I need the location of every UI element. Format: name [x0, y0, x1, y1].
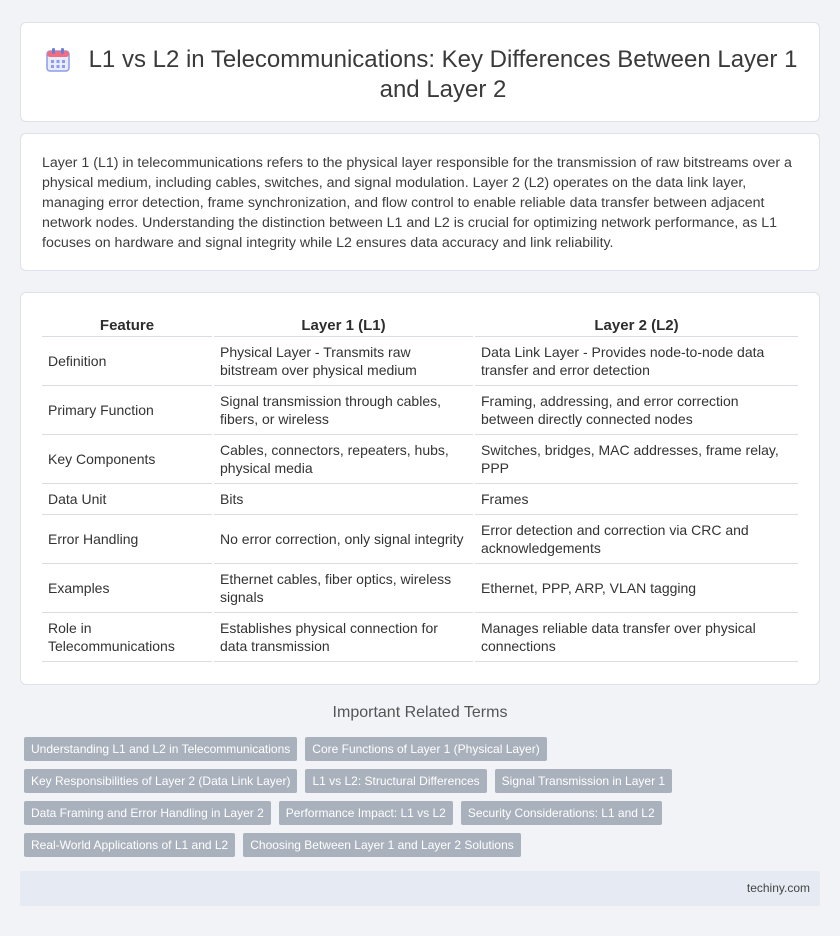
table-cell: Error detection and correction via CRC and acknowledgements [474, 514, 798, 563]
table-cell: Bits [213, 483, 474, 514]
table-cell: Switches, bridges, MAC addresses, frame relay, PPP [474, 434, 798, 483]
related-terms-heading: Important Related Terms [332, 704, 508, 721]
table-cell: Framing, addressing, and error correction between directly connected nodes [474, 385, 798, 434]
related-term-tag[interactable]: Understanding L1 and L2 in Telecommunications [24, 737, 297, 761]
comparison-table [42, 314, 798, 662]
table-cell: Cables, connectors, repeaters, hubs, physical media [213, 434, 474, 483]
table-row [42, 483, 798, 514]
table-cell: Signal transmission through cables, fibers, or wireless [213, 385, 474, 434]
related-term-tag[interactable]: Performance Impact: L1 vs L2 [279, 801, 453, 825]
related-term-tag[interactable]: Key Responsibilities of Layer 2 (Data Link Layer) [24, 769, 297, 793]
table-cell: Physical Layer - Transmits raw bitstream over physical medium [213, 336, 474, 385]
table-header-row [42, 314, 798, 336]
table-cell: Data Unit [42, 483, 213, 514]
column-header-feature: Feature [42, 314, 213, 336]
footer [20, 871, 820, 906]
table-cell: No error correction, only signal integrity [213, 514, 474, 563]
related-term-tag[interactable]: Data Framing and Error Handling in Layer 2 [24, 801, 271, 825]
table-cell: Ethernet cables, fiber optics, wireless signals [213, 563, 474, 612]
related-term-tag[interactable]: Real-World Applications of L1 and L2 [24, 833, 235, 857]
footer-site-link[interactable]: techiny.com [746, 881, 810, 895]
table-cell: Ethernet, PPP, ARP, VLAN tagging [474, 563, 798, 612]
table-cell: Frames [474, 483, 798, 514]
table-row [42, 612, 798, 661]
related-terms-list [24, 737, 824, 865]
table-cell: Role in Telecommunications [42, 612, 213, 661]
related-term-tag[interactable]: Security Considerations: L1 and L2 [461, 801, 662, 825]
table-cell: Manages reliable data transfer over physical connections [474, 612, 798, 661]
table-cell: Data Link Layer - Provides node-to-node data transfer and error detection [474, 336, 798, 385]
intro-paragraph: Layer 1 (L1) in telecommunications refers to the physical layer responsible for the transmission of raw bitstreams over a physical medium, including cables, switches, and signal modulation. Layer 2 (L2) operates on the data link layer, managing error detection, frame synchronization, and flow control to enable reliable data transfer between adjacent network nodes. Understanding the distinction between L1 and L2 is crucial for optimizing network performance, as L1 focuses on hardware and signal integrity while L2 ensures data accuracy and link reliability. [42, 155, 792, 251]
table-cell: Primary Function [42, 385, 213, 434]
table-row [42, 514, 798, 563]
table-cell: Examples [42, 563, 213, 612]
intro-card [20, 133, 820, 271]
comparison-table-card [20, 292, 820, 685]
table-row [42, 336, 798, 385]
related-term-tag[interactable]: Signal Transmission in Layer 1 [495, 769, 672, 793]
page-title: L1 vs L2 in Telecommunications: Key Differences Between Layer 1 and Layer 2 [88, 46, 798, 103]
related-term-tag[interactable]: L1 vs L2: Structural Differences [305, 769, 486, 793]
table-cell: Establishes physical connection for data transmission [213, 612, 474, 661]
table-cell: Definition [42, 336, 213, 385]
table-row [42, 563, 798, 612]
table-row [42, 385, 798, 434]
table-cell: Error Handling [42, 514, 213, 563]
table-row [42, 434, 798, 483]
related-term-tag[interactable]: Core Functions of Layer 1 (Physical Layer) [305, 737, 546, 761]
related-term-tag[interactable]: Choosing Between Layer 1 and Layer 2 Solutions [243, 833, 521, 857]
column-header-layer1: Layer 1 (L1) [213, 314, 474, 336]
header-card [20, 22, 820, 122]
column-header-layer2: Layer 2 (L2) [474, 314, 798, 336]
table-cell: Key Components [42, 434, 213, 483]
